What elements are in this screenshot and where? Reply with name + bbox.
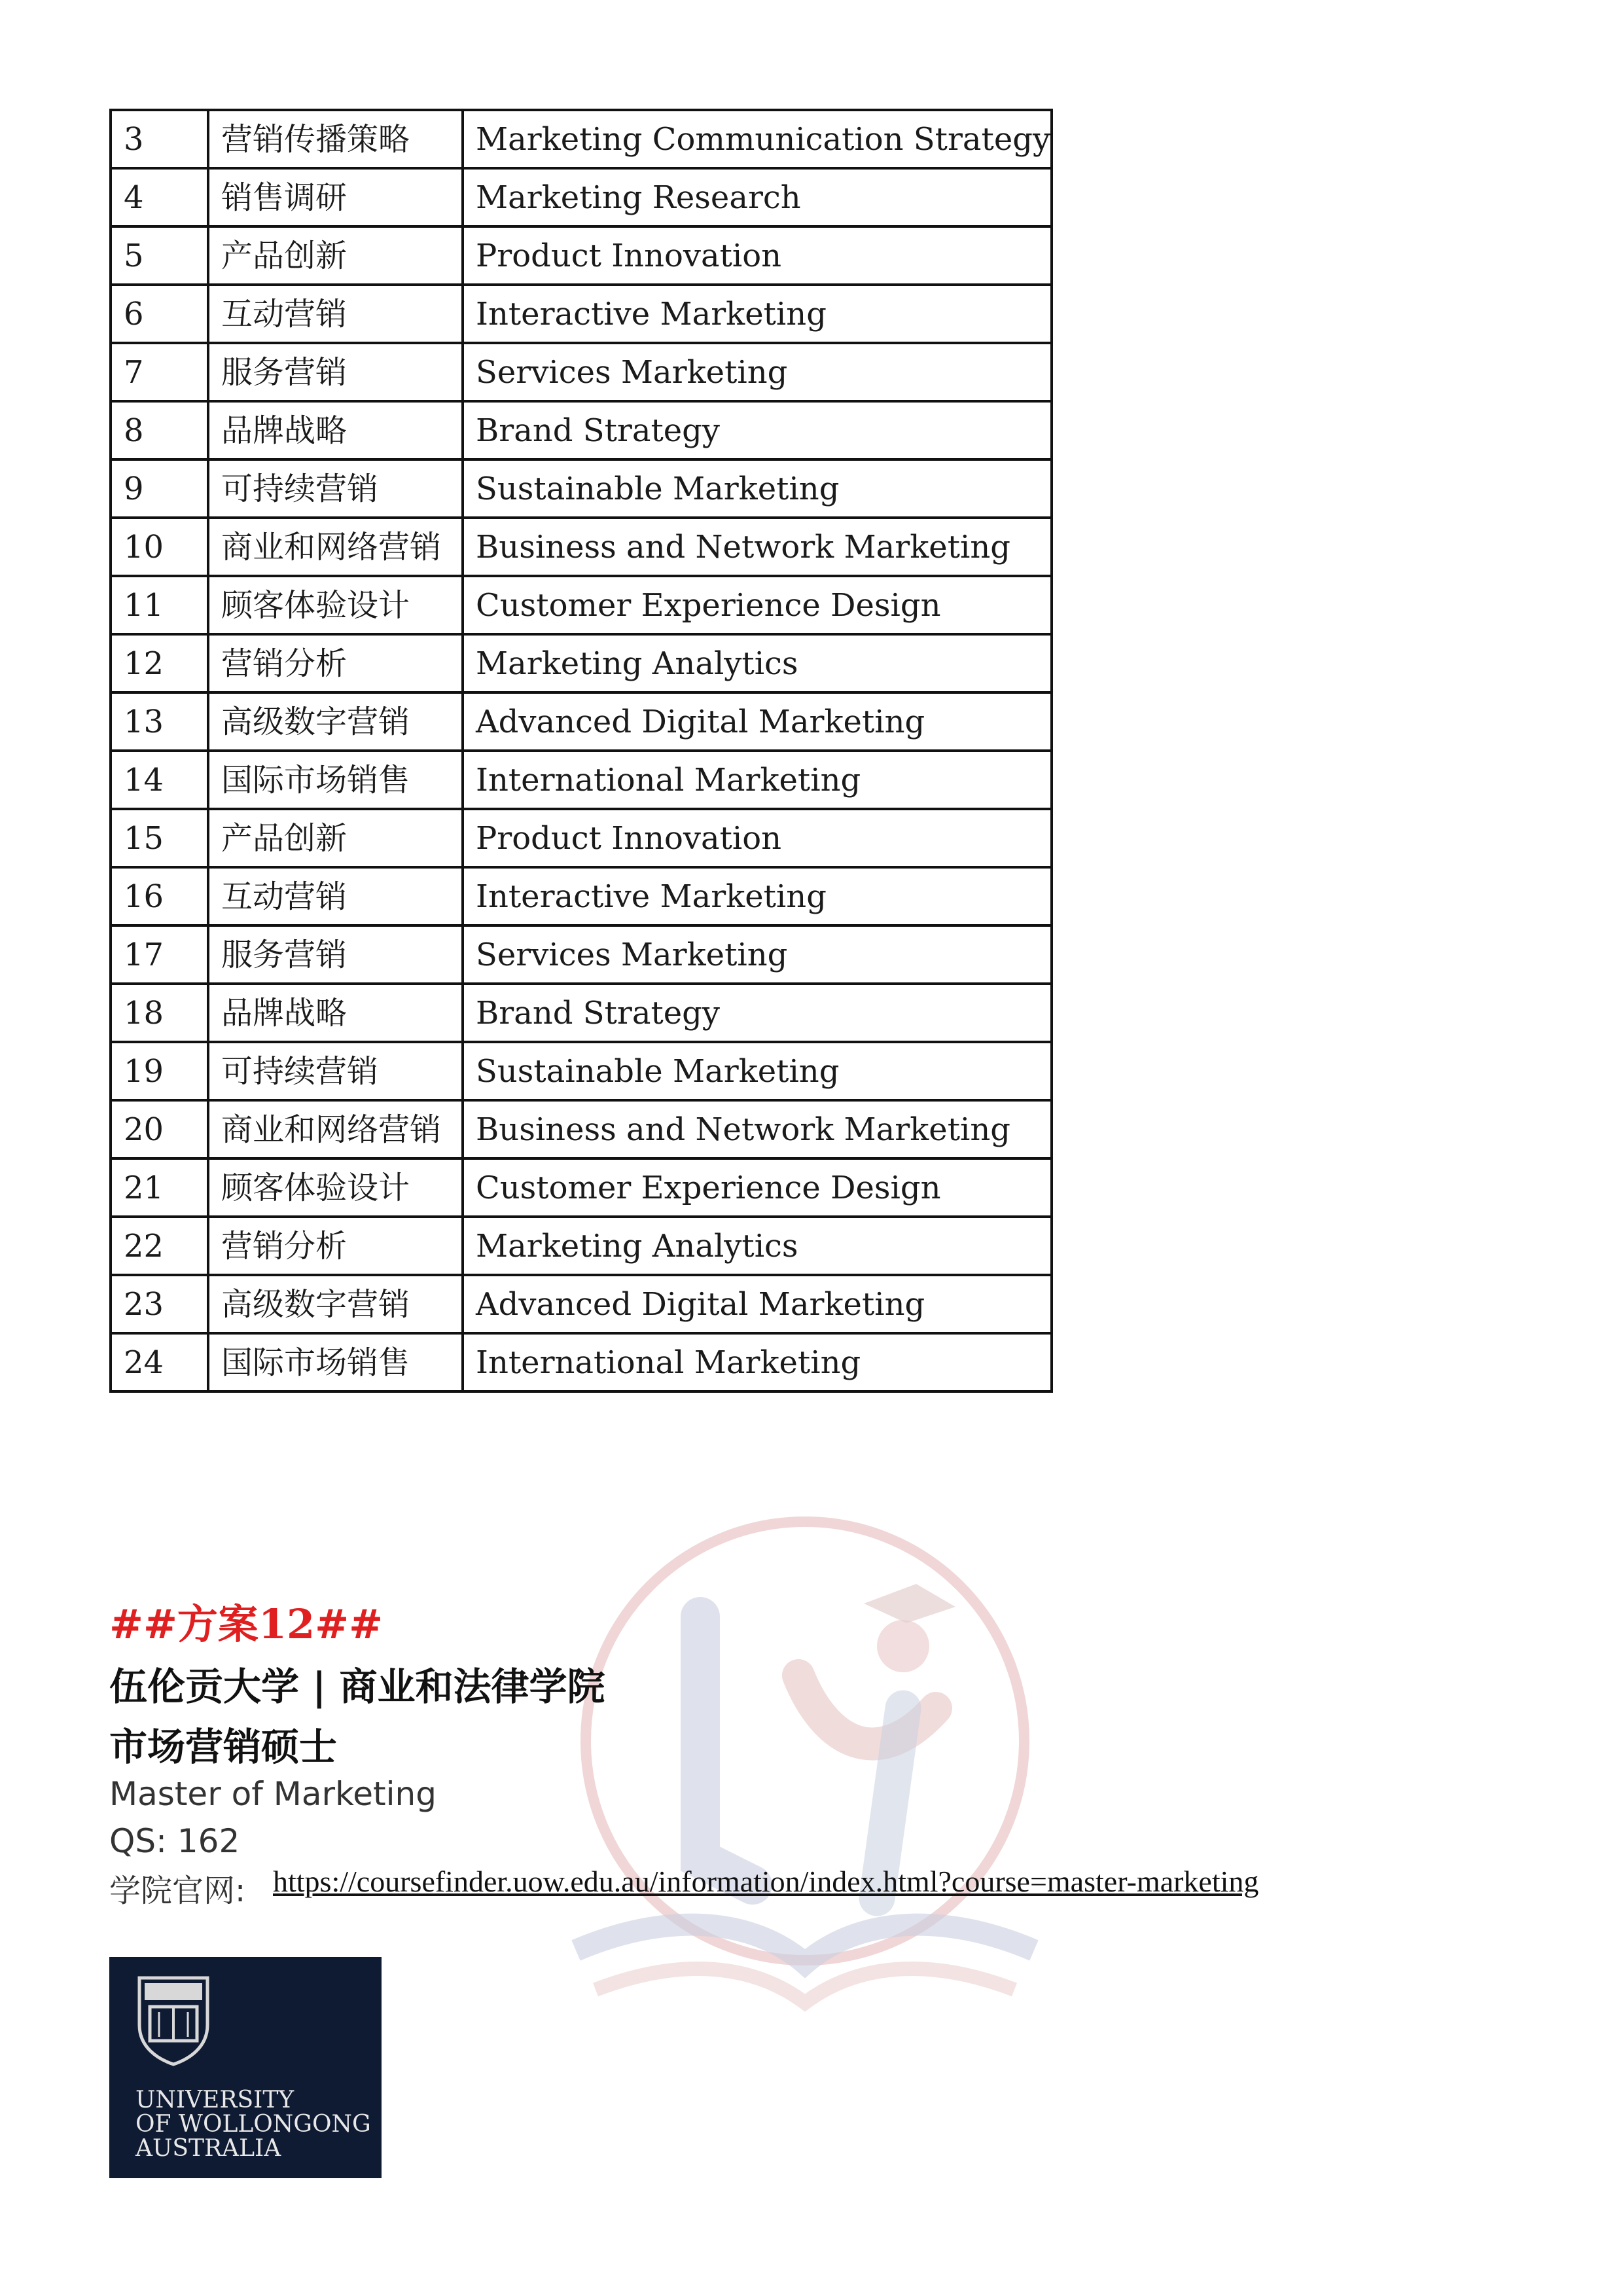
course-number: 14 xyxy=(111,751,208,809)
course-number: 3 xyxy=(111,110,208,168)
course-name-en: Marketing Analytics xyxy=(463,634,1052,692)
course-name-en: Services Marketing xyxy=(463,925,1052,984)
table-row xyxy=(111,634,1052,692)
course-name-cn: 互动营销 xyxy=(208,867,463,925)
table-row xyxy=(111,925,1052,984)
course-name-en: Business and Network Marketing xyxy=(463,1100,1052,1158)
course-name-en: Customer Experience Design xyxy=(463,576,1052,634)
course-number: 20 xyxy=(111,1100,208,1158)
course-name-cn: 服务营销 xyxy=(208,925,463,984)
table-row xyxy=(111,751,1052,809)
table-row xyxy=(111,401,1052,459)
course-number: 11 xyxy=(111,576,208,634)
course-number: 9 xyxy=(111,459,208,518)
course-name-en: Services Marketing xyxy=(463,343,1052,401)
course-name-cn: 营销分析 xyxy=(208,1217,463,1275)
course-number: 5 xyxy=(111,226,208,285)
course-number: 15 xyxy=(111,809,208,867)
course-name-en: Brand Strategy xyxy=(463,401,1052,459)
course-number: 17 xyxy=(111,925,208,984)
course-name-cn: 顾客体验设计 xyxy=(208,1158,463,1217)
course-number: 21 xyxy=(111,1158,208,1217)
course-number: 16 xyxy=(111,867,208,925)
course-name-en: International Marketing xyxy=(463,1333,1052,1391)
website-link[interactable]: https://coursefinder.uow.edu.au/information/index.html?course=master-marketing xyxy=(273,1865,1259,1898)
course-name-cn: 国际市场销售 xyxy=(208,751,463,809)
table-row xyxy=(111,168,1052,226)
table-row xyxy=(111,518,1052,576)
course-name-cn: 服务营销 xyxy=(208,343,463,401)
course-number: 4 xyxy=(111,168,208,226)
crest-icon xyxy=(135,1974,211,2067)
course-table xyxy=(109,109,1053,1393)
course-number: 23 xyxy=(111,1275,208,1333)
qs-ranking: QS: 162 xyxy=(109,1822,240,1860)
plan-tag: ##方案12## xyxy=(109,1600,383,1648)
course-name-cn: 产品创新 xyxy=(208,226,463,285)
watermark-logo xyxy=(537,1492,1086,2029)
course-name-en: Customer Experience Design xyxy=(463,1158,1052,1217)
table-row xyxy=(111,809,1052,867)
course-number: 7 xyxy=(111,343,208,401)
website-label: 学院官网: xyxy=(109,1873,246,1909)
course-table-body xyxy=(111,110,1052,1391)
course-name-cn: 互动营销 xyxy=(208,285,463,343)
course-name-cn: 国际市场销售 xyxy=(208,1333,463,1391)
course-name-cn: 高级数字营销 xyxy=(208,692,463,751)
table-row xyxy=(111,226,1052,285)
table-row xyxy=(111,692,1052,751)
course-number: 19 xyxy=(111,1042,208,1100)
table-row xyxy=(111,576,1052,634)
course-name-en: Product Innovation xyxy=(463,226,1052,285)
course-name-en: Advanced Digital Marketing xyxy=(463,692,1052,751)
course-name-cn: 可持续营销 xyxy=(208,459,463,518)
course-name-cn: 可持续营销 xyxy=(208,1042,463,1100)
course-name-en: Marketing Communication Strategy xyxy=(463,110,1052,168)
course-name-en: Brand Strategy xyxy=(463,984,1052,1042)
course-name-en: International Marketing xyxy=(463,751,1052,809)
degree-title-en: Master of Marketing xyxy=(109,1775,437,1813)
course-number: 18 xyxy=(111,984,208,1042)
course-name-cn: 商业和网络营销 xyxy=(208,518,463,576)
course-name-en: Business and Network Marketing xyxy=(463,518,1052,576)
course-number: 10 xyxy=(111,518,208,576)
table-row xyxy=(111,110,1052,168)
course-name-en: Advanced Digital Marketing xyxy=(463,1275,1052,1333)
table-row xyxy=(111,285,1052,343)
course-name-en: Sustainable Marketing xyxy=(463,1042,1052,1100)
course-name-cn: 商业和网络营销 xyxy=(208,1100,463,1158)
table-row xyxy=(111,1100,1052,1158)
course-name-cn: 营销传播策略 xyxy=(208,110,463,168)
table-row xyxy=(111,343,1052,401)
course-name-cn: 销售调研 xyxy=(208,168,463,226)
course-number: 13 xyxy=(111,692,208,751)
course-name-cn: 营销分析 xyxy=(208,634,463,692)
course-number: 12 xyxy=(111,634,208,692)
course-name-en: Interactive Marketing xyxy=(463,285,1052,343)
logo-wordmark: UNIVERSITY OF WOLLONGONG AUSTRALIA xyxy=(135,2087,371,2162)
table-row xyxy=(111,984,1052,1042)
course-name-en: Interactive Marketing xyxy=(463,867,1052,925)
course-name-en: Marketing Analytics xyxy=(463,1217,1052,1275)
course-name-en: Sustainable Marketing xyxy=(463,459,1052,518)
table-row xyxy=(111,459,1052,518)
course-name-cn: 高级数字营销 xyxy=(208,1275,463,1333)
course-number: 22 xyxy=(111,1217,208,1275)
table-row xyxy=(111,1217,1052,1275)
table-row xyxy=(111,867,1052,925)
university-logo xyxy=(109,1957,382,2178)
table-row xyxy=(111,1042,1052,1100)
course-number: 24 xyxy=(111,1333,208,1391)
university-faculty: 伍伦贡大学 | 商业和法律学院 xyxy=(109,1664,605,1709)
degree-title-cn: 市场营销硕士 xyxy=(109,1725,338,1769)
table-row xyxy=(111,1275,1052,1333)
table-row xyxy=(111,1333,1052,1391)
course-number: 6 xyxy=(111,285,208,343)
course-name-cn: 顾客体验设计 xyxy=(208,576,463,634)
course-name-en: Marketing Research xyxy=(463,168,1052,226)
table-row xyxy=(111,1158,1052,1217)
course-name-cn: 产品创新 xyxy=(208,809,463,867)
course-number: 8 xyxy=(111,401,208,459)
course-name-cn: 品牌战略 xyxy=(208,984,463,1042)
course-name-en: Product Innovation xyxy=(463,809,1052,867)
course-name-cn: 品牌战略 xyxy=(208,401,463,459)
